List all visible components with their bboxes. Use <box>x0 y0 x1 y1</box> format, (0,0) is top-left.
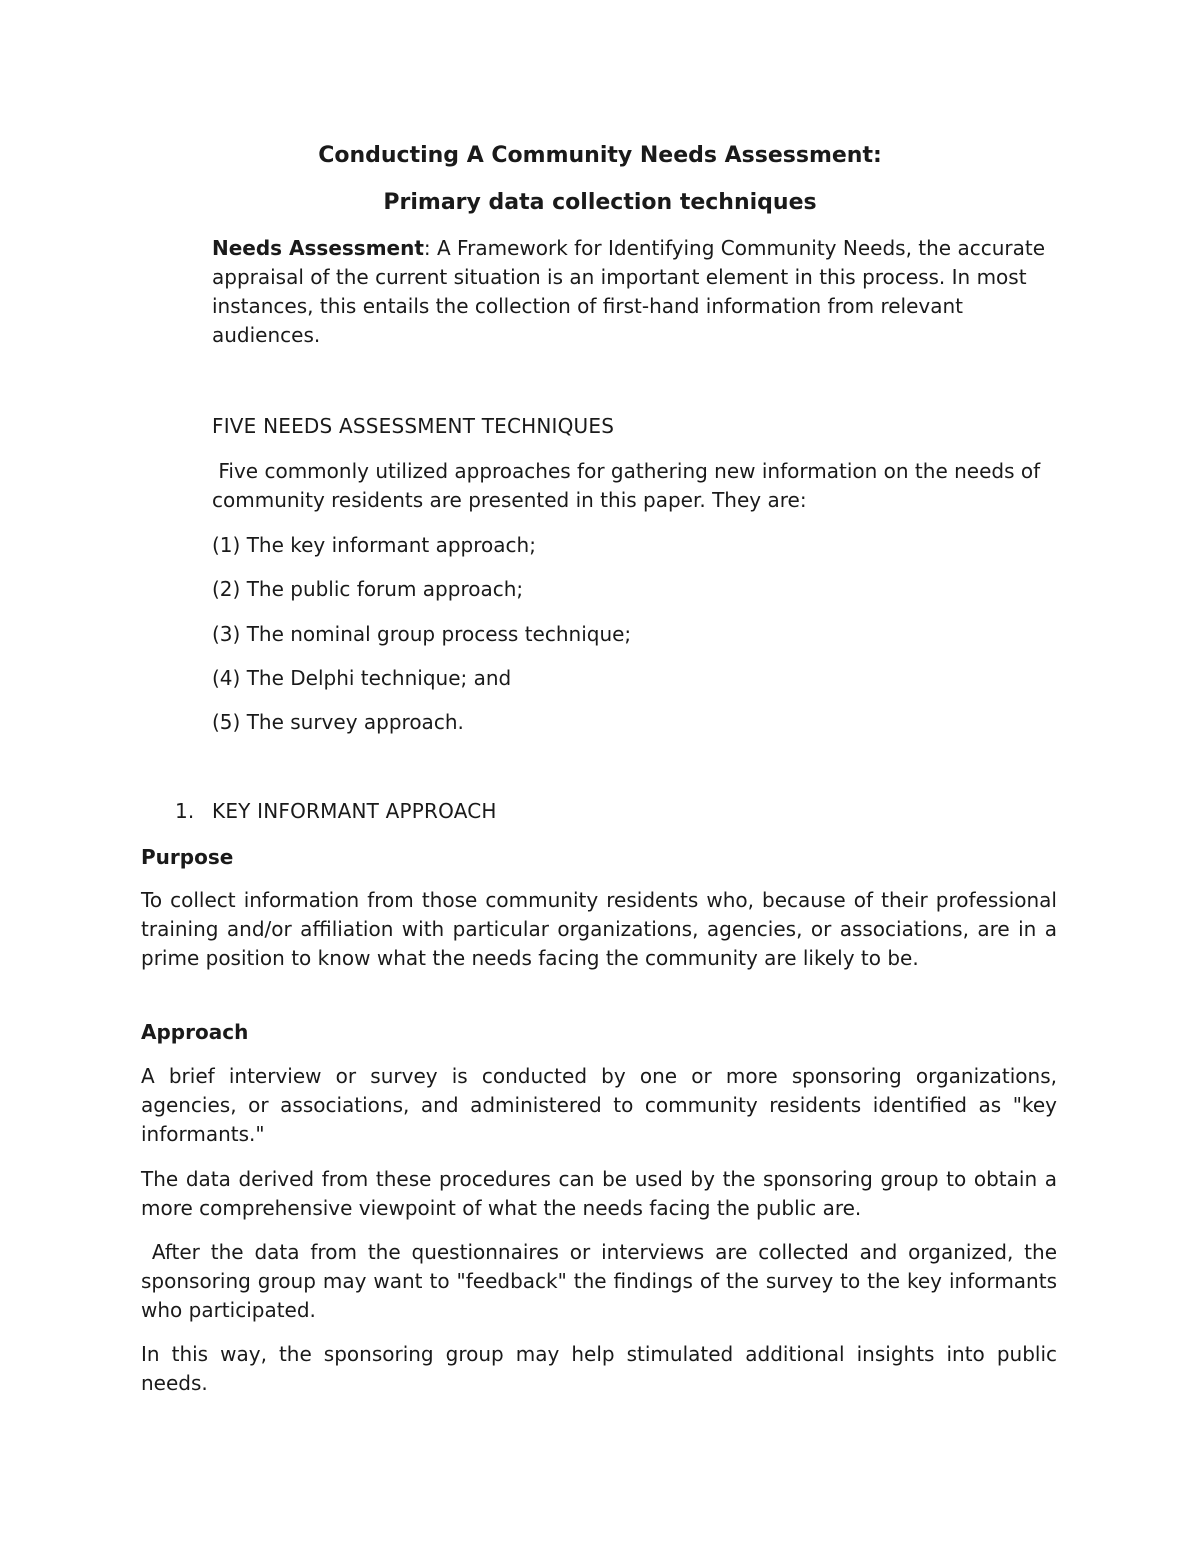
approach-label: Approach <box>141 1020 249 1044</box>
intro-term: Needs Assessment <box>212 236 424 260</box>
purpose-paragraph: To collect information from those community residents who, because of their professional training and/or affiliation with particular organizations, agencies, or associations, are in a prime position to know what the needs facing the community are likely to be. <box>141 888 1057 970</box>
section-intro: Five commonly utilized approaches for gathering new information on the needs of community residents are presented in this paper. They are: <box>212 459 1047 512</box>
approach-paragraph-4: In this way, the sponsoring group may help stimulated additional insights into public needs. <box>141 1342 1057 1395</box>
technique-item-3: (3) The nominal group process technique; <box>212 622 632 646</box>
purpose-label: Purpose <box>141 845 234 869</box>
approach-paragraph-3: After the data from the questionnaires or interviews are collected and organized, the sponsoring group may want to "feedback" the findings of the survey to the key informants who participated. <box>141 1240 1064 1322</box>
document-title: Conducting A Community Needs Assessment: <box>318 143 882 168</box>
technique-item-5: (5) The survey approach. <box>212 710 464 734</box>
technique-item-4: (4) The Delphi technique; and <box>212 666 512 690</box>
approach-paragraph-2: The data derived from these procedures can be used by the sponsoring group to obtain a more comprehensive viewpoint of what the needs facing the public are. <box>141 1167 1057 1220</box>
heading-number: 1. <box>175 799 195 823</box>
document-subtitle: Primary data collection techniques <box>383 190 817 215</box>
technique-item-2: (2) The public forum approach; <box>212 577 524 601</box>
technique-item-1: (1) The key informant approach; <box>212 533 536 557</box>
heading-text: KEY INFORMANT APPROACH <box>212 799 497 823</box>
approach-paragraph-1: A brief interview or survey is conducted by one or more sponsoring organizations, agencies, or associations, and administered to community residents identified as "key informants." <box>141 1064 1057 1146</box>
intro-text: : A Framework for Identifying Community Needs, the accurate appraisal of the current situation is an important element in this process. In most instances, this entails the collection of first-hand information from relevant audiences. <box>212 236 1046 347</box>
intro-paragraph <box>212 234 1072 350</box>
section-heading: FIVE NEEDS ASSESSMENT TECHNIQUES <box>212 414 615 438</box>
key-informant-heading <box>175 797 497 826</box>
